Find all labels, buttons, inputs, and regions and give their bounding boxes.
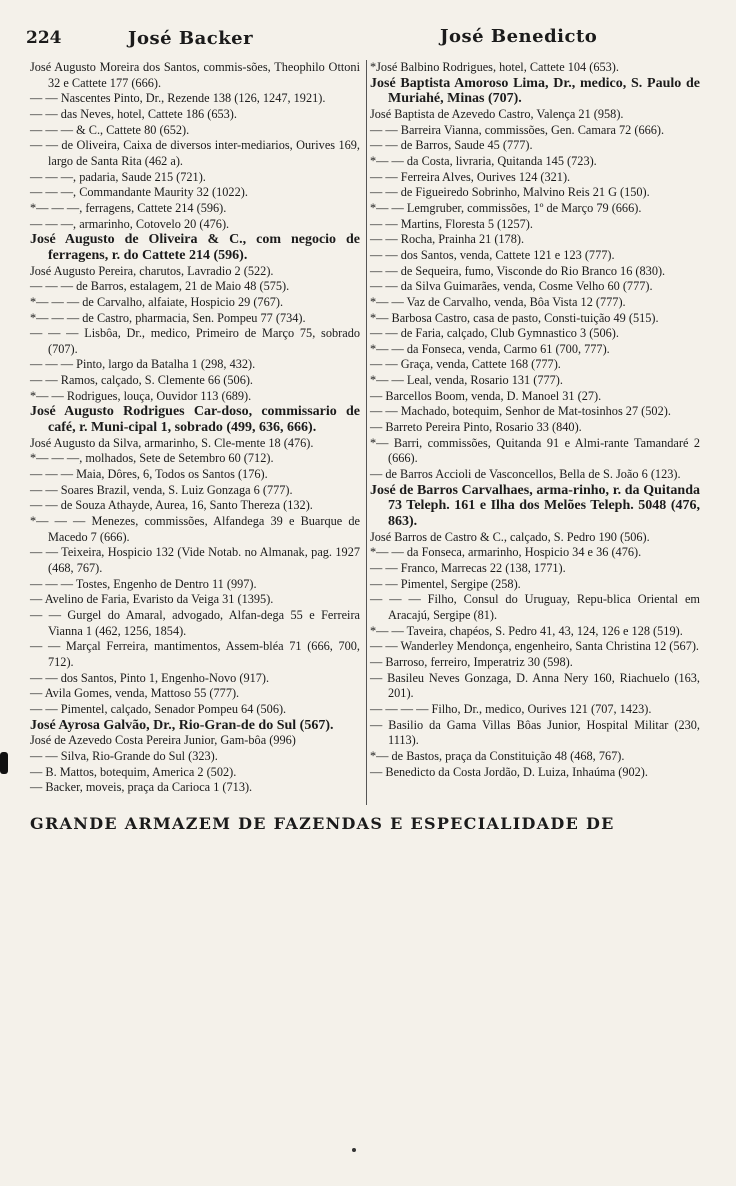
left-column	[30, 60, 360, 796]
footer-banner: GRANDE ARMAZEM DE FAZENDAS E ESPECIALIDADE DE	[30, 814, 615, 833]
directory-entry: *— — — de Castro, pharmacia, Sen. Pompeu 77 (734).	[30, 310, 306, 325]
directory-entry: *— Barri, commissões, Quitanda 91 e Almi-rante Tamandaré 2 (666).	[370, 435, 700, 466]
directory-entry: — Barroso, ferreiro, Imperatriz 30 (598).	[370, 654, 573, 669]
directory-entry: — Avelino de Faria, Evaristo da Veiga 31 (1395).	[30, 592, 274, 607]
directory-entry: *— — Vaz de Carvalho, venda, Bôa Vista 12 (777).	[370, 294, 626, 309]
directory-entry: — — Wanderley Mendonça, engenheiro, Santa Christina 12 (567).	[370, 639, 700, 654]
directory-entry: José Barros de Castro & C., calçado, S. Pedro 190 (506).	[370, 529, 650, 544]
directory-entry: — — das Neves, hotel, Cattete 186 (653).	[30, 106, 237, 121]
directory-entry: — — Graça, venda, Cattete 168 (777).	[370, 357, 561, 372]
directory-entry: — Barreto Pereira Pinto, Rosario 33 (840).	[370, 420, 582, 435]
directory-entry: — — Barreira Vianna, commissões, Gen. Camara 72 (666).	[370, 122, 665, 137]
directory-entry: José de Azevedo Costa Pereira Junior, Gam-bôa (996)	[30, 733, 296, 748]
directory-entry: — — Franco, Marrecas 22 (138, 1771).	[370, 561, 566, 575]
directory-entry: *— — da Costa, livraria, Quitanda 145 (723).	[370, 153, 597, 168]
directory-entry: — — dos Santos, Pinto 1, Engenho-Novo (917).	[30, 670, 270, 685]
directory-entry: — — — de Barros, estalagem, 21 de Maio 48 (575).	[30, 279, 290, 294]
margin-mark	[0, 752, 8, 774]
directory-entry: — Basilio da Gama Villas Bôas Junior, Hospital Militar (230, 1113).	[370, 717, 700, 748]
directory-entry: — — Pimentel, calçado, Senador Pompeu 64 (506).	[30, 701, 287, 716]
directory-entry: — — Machado, botequim, Senhor de Mat-tosinhos 27 (502).	[370, 404, 671, 419]
directory-entry: *José Balbino Rodrigues, hotel, Cattete 104 (653).	[370, 60, 619, 74]
directory-entry: — — — Pinto, largo da Batalha 1 (298, 432).	[30, 357, 256, 372]
directory-entry: — — de Oliveira, Caixa de diversos inter-mediarios, Ourives 169, largo de Santa Rita (462 a).	[30, 138, 360, 168]
directory-entry: José Baptista Amoroso Lima, Dr., medico, S. Paulo de Muriahé, Minas (707).	[370, 75, 700, 107]
directory-entry: — — Silva, Rio-Grande do Sul (323).	[30, 748, 218, 763]
directory-entry: *— — Rodrigues, louça, Ouvidor 113 (689).	[30, 388, 252, 403]
header-left-name: José Backer	[128, 28, 254, 49]
directory-entry: *— — — Menezes, commissões, Alfandega 39 e Buarque de Macedo 7 (666).	[30, 514, 360, 544]
directory-entry: — — da Silva Guimarães, venda, Cosme Velho 60 (777).	[370, 279, 653, 294]
directory-entry: *— de Bastos, praça da Constituição 48 (468, 767).	[370, 748, 625, 763]
directory-entry: *— — Taveira, chapéos, S. Pedro 41, 43, 124, 126 e 128 (519).	[370, 623, 683, 638]
directory-entry: José Augusto da Silva, armarinho, S. Cle-mente 18 (476).	[30, 435, 314, 450]
directory-entry: — Backer, moveis, praça da Carioca 1 (713).	[30, 780, 253, 795]
directory-entry: — — — & C., Cattete 80 (652).	[30, 122, 190, 137]
directory-entry: *— — —, molhados, Sete de Setembro 60 (712).	[30, 451, 274, 466]
directory-entry: *— — Lemgruber, commissões, 1º de Março 79 (666).	[370, 200, 642, 215]
directory-entry: — — Marçal Ferreira, mantimentos, Assem-bléa 71 (666, 700, 712).	[30, 639, 360, 669]
directory-entry: — — de Sequeira, fumo, Visconde do Rio Branco 16 (830).	[370, 263, 666, 278]
directory-entry: *— — da Fonseca, venda, Carmo 61 (700, 777).	[370, 341, 610, 356]
directory-entry: *— Barbosa Castro, casa de pasto, Consti-tuição 49 (515).	[370, 310, 659, 325]
directory-entry: — — — Maia, Dôres, 6, Todos os Santos (176).	[30, 467, 268, 482]
directory-entry: José Augusto Rodrigues Car-doso, commissario de café, r. Muni-cipal 1, sobrado (499, 636, 666).	[30, 404, 360, 436]
directory-entry: *— — Leal, venda, Rosario 131 (777).	[370, 373, 563, 388]
directory-entry: — — dos Santos, venda, Cattete 121 e 123 (777).	[370, 247, 615, 262]
directory-entry: — — de Faria, calçado, Club Gymnastico 3 (506).	[370, 326, 619, 341]
column-divider	[366, 60, 367, 805]
directory-entry: — — Ramos, calçado, S. Clemente 66 (506).	[30, 373, 254, 388]
header-right-name: José Benedicto	[440, 26, 598, 47]
directory-entry: — — Gurgel do Amaral, advogado, Alfan-dega 55 e Ferreira Vianna 1 (462, 1256, 1854).	[30, 607, 360, 638]
directory-entry: — Benedicto da Costa Jordão, D. Luiza, Inhaúma (902).	[370, 764, 648, 779]
directory-entry: — — Nascentes Pinto, Dr., Rezende 138 (126, 1247, 1921).	[30, 91, 326, 106]
directory-entry: *— — da Fonseca, armarinho, Hospicio 34 e 36 (476).	[370, 545, 642, 560]
directory-entry: José Augusto Pereira, charutos, Lavradio 2 (522).	[30, 263, 274, 278]
directory-entry: — — de Barros, Saude 45 (777).	[370, 138, 533, 153]
directory-entry: *— — — de Carvalho, alfaiate, Hospicio 29 (767).	[30, 294, 284, 309]
directory-entry: José Ayrosa Galvão, Dr., Rio-Gran-de do Sul (567).	[30, 717, 334, 733]
directory-entry: — — Ferreira Alves, Ourives 124 (321).	[370, 169, 571, 184]
page-header	[0, 22, 736, 52]
directory-entry: — de Barros Accioli de Vasconcellos, Bella de S. João 6 (123).	[370, 467, 681, 482]
directory-entry: — — de Figueiredo Sobrinho, Malvino Reis 21 G (150).	[370, 185, 650, 200]
right-column	[370, 60, 700, 780]
directory-entry: José Augusto Moreira dos Santos, commis-sões, Theophilo Ottoni 32 e Cattete 177 (666).	[30, 60, 360, 90]
directory-entry: — — Teixeira, Hospicio 132 (Vide Notab. no Almanak, pag. 1927 (468, 767).	[30, 545, 360, 575]
directory-entry: — — Soares Brazil, venda, S. Luiz Gonzaga 6 (777).	[30, 482, 293, 497]
directory-entry: José Baptista de Azevedo Castro, Valença 21 (958).	[370, 106, 624, 121]
directory-entry: — Basileu Neves Gonzaga, D. Anna Nery 160, Riachuelo (163, 201).	[370, 670, 700, 701]
directory-entry: — — — Tostes, Engenho de Dentro 11 (997).	[30, 576, 257, 591]
directory-entry: José de Barros Carvalhaes, arma-rinho, r. da Quitanda 73 Teleph. 161 e Ilha dos Melões Teleph. 5048 (476, 863).	[370, 482, 700, 530]
directory-entry: — — — — Filho, Dr., medico, Ourives 121 (707, 1423).	[370, 701, 652, 716]
directory-entry: — — Martins, Floresta 5 (1257).	[370, 216, 533, 231]
directory-entry: — B. Mattos, botequim, America 2 (502).	[30, 764, 237, 779]
directory-entry: — — — Filho, Consul do Uruguay, Repu-blica Oriental em Aracajú, Sergipe (81).	[370, 592, 700, 622]
directory-entry: José Augusto de Oliveira & C., com negocio de ferragens, r. do Cattete 214 (596).	[30, 232, 360, 263]
print-dot	[352, 1148, 356, 1152]
directory-entry: — — — Lisbôa, Dr., medico, Primeiro de Março 75, sobrado (707).	[30, 326, 360, 356]
directory-entry: — — —, armarinho, Cotovelo 20 (476).	[30, 216, 230, 231]
directory-entry: — — —, Commandante Maurity 32 (1022).	[30, 185, 248, 200]
directory-entry: — — Pimentel, Sergipe (258).	[370, 576, 521, 591]
directory-entry: — — de Souza Athayde, Aurea, 16, Santo Thereza (132).	[30, 498, 313, 513]
directory-entry: — Avila Gomes, venda, Mattoso 55 (777).	[30, 686, 240, 701]
directory-entry: — Barcellos Boom, venda, D. Manoel 31 (27).	[370, 388, 602, 403]
directory-entry: *— — —, ferragens, Cattete 214 (596).	[30, 200, 227, 215]
directory-entry: — — Rocha, Prainha 21 (178).	[370, 232, 525, 247]
page-number: 224	[26, 28, 62, 48]
directory-entry: — — —, padaria, Saude 215 (721).	[30, 169, 206, 184]
